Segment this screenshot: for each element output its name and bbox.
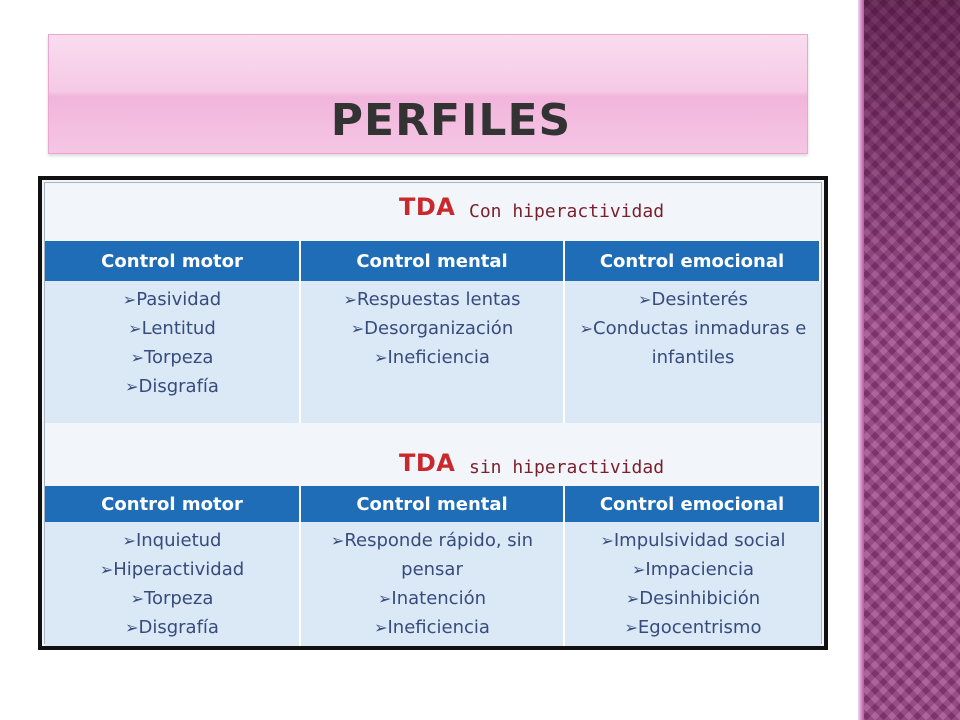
list-item: ➢ Disgrafía bbox=[49, 613, 295, 642]
section-1-cell-mental bbox=[301, 281, 565, 423]
list-item: ➢ Desinterés bbox=[569, 285, 817, 314]
section-1-header-motor: Control motor bbox=[45, 241, 301, 281]
list-item: ➢ Torpeza bbox=[49, 584, 295, 613]
title-banner bbox=[48, 34, 808, 154]
slide-title: PERFILES bbox=[330, 95, 572, 146]
section-1-cell-emotional bbox=[565, 281, 821, 423]
list-item: ➢ Disgrafía bbox=[49, 372, 295, 401]
section-1-cell-motor bbox=[45, 281, 301, 423]
list-item: ➢ Pasividad bbox=[49, 285, 295, 314]
list-item: ➢ Inatención bbox=[305, 584, 559, 613]
profiles-table-image bbox=[38, 176, 828, 650]
list-item: ➢ Torpeza bbox=[49, 343, 295, 372]
section-1-header-emotional: Control emocional bbox=[565, 241, 821, 281]
section-2-cell-motor bbox=[45, 522, 301, 646]
section-2-header-motor: Control motor bbox=[45, 486, 301, 522]
list-item: ➢ Impulsividad social bbox=[569, 526, 817, 555]
list-item: ➢ Responde rápido, sin pensar bbox=[305, 526, 559, 584]
profiles-table-inner bbox=[44, 182, 822, 644]
section-2-header-mental: Control mental bbox=[301, 486, 565, 522]
list-item: ➢ Inquietud bbox=[49, 526, 295, 555]
list-item: ➢ Desinhibición bbox=[569, 584, 817, 613]
section-1-subtitle: Con hiperactividad bbox=[469, 201, 665, 222]
list-item: ➢ Lentitud bbox=[49, 314, 295, 343]
section-2-subtitle: sin hiperactividad bbox=[469, 457, 665, 478]
list-item: ➢ Ineficiencia bbox=[305, 343, 559, 372]
section-2-tag: TDA bbox=[399, 449, 456, 477]
decorative-side-band bbox=[858, 0, 960, 720]
section-2-header-emotional: Control emocional bbox=[565, 486, 821, 522]
list-item: ➢ Hiperactividad bbox=[49, 555, 295, 584]
section-2-cell-mental bbox=[301, 522, 565, 646]
list-item: ➢ Egocentrismo bbox=[569, 613, 817, 642]
section-1-header-mental: Control mental bbox=[301, 241, 565, 281]
list-item: ➢ Conductas inmaduras e infantiles bbox=[569, 314, 817, 372]
section-1-tag: TDA bbox=[399, 193, 456, 221]
section-1-table bbox=[45, 241, 821, 423]
section-2-table bbox=[45, 486, 821, 646]
section-2-title bbox=[45, 445, 821, 485]
list-item: ➢ Impaciencia bbox=[569, 555, 817, 584]
section-1-title bbox=[45, 189, 821, 229]
list-item: ➢ Desorganización bbox=[305, 314, 559, 343]
section-2-cell-emotional bbox=[565, 522, 821, 646]
side-band-edge bbox=[858, 0, 864, 720]
list-item: ➢ Respuestas lentas bbox=[305, 285, 559, 314]
list-item: ➢ Ineficiencia bbox=[305, 613, 559, 642]
